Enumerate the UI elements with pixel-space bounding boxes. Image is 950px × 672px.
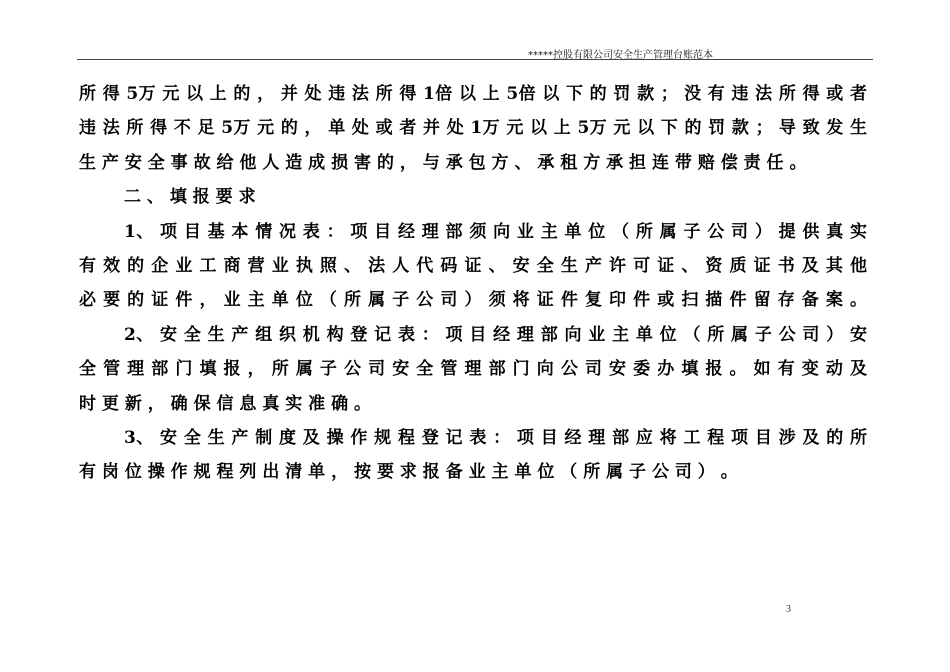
text-line bbox=[79, 111, 867, 145]
line-text: 时 更 新 ， 确 保 信 息 真 实 准 确 。 bbox=[79, 393, 372, 414]
list-item-2 bbox=[79, 318, 867, 352]
line-text: 有 岗 位 操 作 规 程 列 出 清 单 ， 按 要 求 报 备 业 主 单 位 （ 所 属 子 公 司 ） 。 bbox=[79, 462, 738, 483]
line-text: 有 效 的 企 业 工 商 营 业 执 照 、 法 人 代 码 证 、 安 全 生 产 许 可 证 、 资 质 证 书 及 其 他 bbox=[79, 255, 867, 276]
text-line bbox=[79, 146, 867, 180]
line-text: 二 、 填 报 要 求 bbox=[124, 187, 256, 208]
line-text: 违 法 所 得 不 足 5万 元 的 ， 单 处 或 者 并 处 1万 元 以 上 5万 元 以 下 的 罚 款 ； 导 致 发 生 bbox=[79, 118, 867, 139]
line-text: 2、 安 全 生 产 组 织 机 构 登 记 表 ： 项 目 经 理 部 向 业 主 单 位 （ 所 属 子 公 司 ） 安 bbox=[124, 324, 867, 345]
text-line bbox=[79, 283, 867, 317]
text-line bbox=[79, 387, 867, 421]
header-divider bbox=[77, 59, 873, 60]
text-line bbox=[79, 249, 867, 283]
text-line bbox=[79, 455, 867, 489]
section-heading bbox=[79, 180, 867, 214]
line-text: 3、 安 全 生 产 制 度 及 操 作 规 程 登 记 表 ： 项 目 经 理 部 应 将 工 程 项 目 涉 及 的 所 bbox=[124, 427, 867, 448]
line-text: 1、 项 目 基 本 情 况 表 ： 项 目 经 理 部 须 向 业 主 单 位 （ 所 属 子 公 司 ） 提 供 真 实 bbox=[124, 221, 867, 242]
line-text: 全 管 理 部 门 填 报 ， 所 属 子 公 司 安 全 管 理 部 门 向 公 司 安 委 办 填 报 。 如 有 变 动 及 bbox=[79, 359, 867, 380]
text-line bbox=[79, 77, 867, 111]
line-text: 必 要 的 证 件 ， 业 主 单 位 （ 所 属 子 公 司 ） 须 将 证 件 复 印 件 或 扫 描 件 留 存 备 案 。 bbox=[79, 290, 867, 311]
page-number: 3 bbox=[786, 604, 791, 615]
list-item-1 bbox=[79, 215, 867, 249]
document-body bbox=[79, 77, 867, 490]
running-header: *****控股有限公司安全生产管理台账范本 bbox=[528, 50, 713, 61]
text-line bbox=[79, 352, 867, 386]
line-text: 生 产 安 全 事 故 给 他 人 造 成 损 害 的 ， 与 承 包 方 、 承 租 方 承 担 连 带 赔 偿 责 任 。 bbox=[79, 152, 807, 173]
list-item-3 bbox=[79, 421, 867, 455]
line-text: 所 得 5万 元 以 上 的 ， 并 处 违 法 所 得 1倍 以 上 5倍 以 下 的 罚 款 ； 没 有 违 法 所 得 或 者 bbox=[79, 84, 867, 104]
